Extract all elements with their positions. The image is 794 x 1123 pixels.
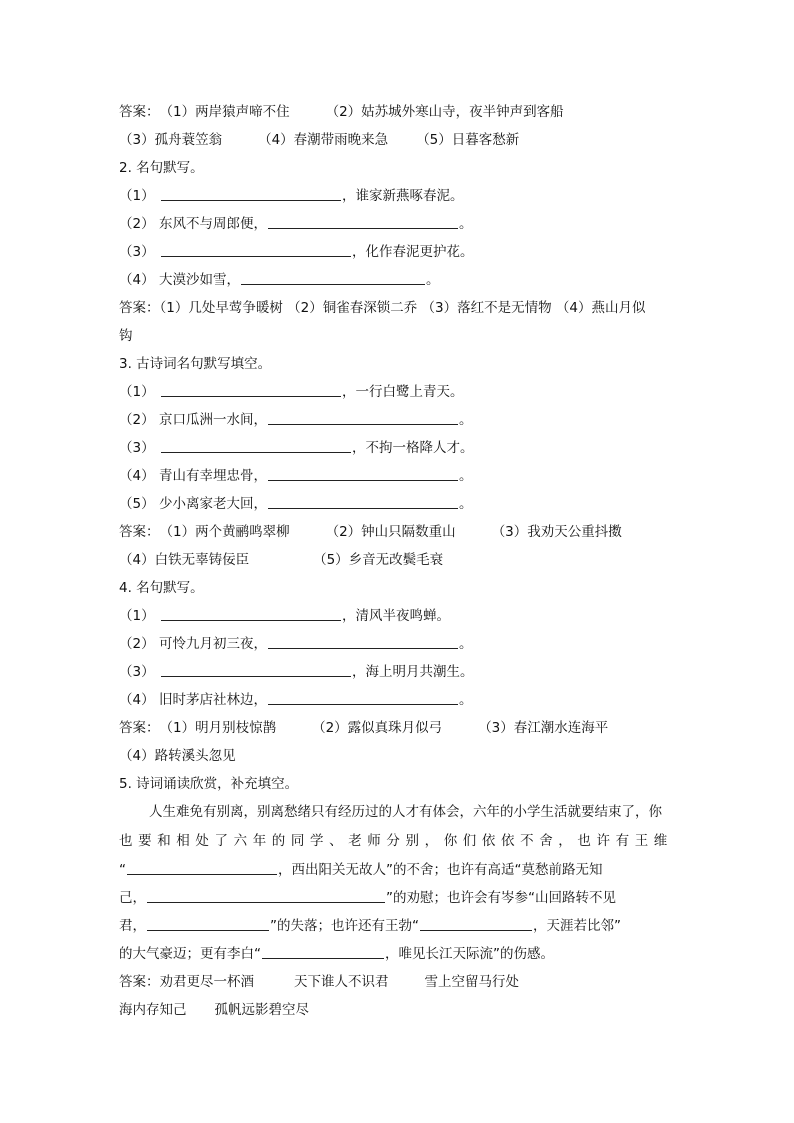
paragraph-text: ”的失落；也许还有王勃“ — [270, 918, 419, 934]
question-5-paragraph-line-4 — [119, 887, 675, 909]
question-3-item-4 — [119, 465, 675, 487]
answer-label: 答案： — [119, 974, 160, 990]
question-2-item-3 — [119, 241, 675, 263]
item-text: 可怜九月初三夜， — [159, 636, 267, 652]
question-5-paragraph-line-6 — [119, 943, 675, 965]
fill-blank[interactable] — [268, 409, 458, 425]
item-number: （3） — [119, 664, 155, 680]
question-5-title: 5. 诗词诵读欣赏，补充填空。 — [119, 776, 299, 792]
question-4-item-3 — [119, 661, 675, 683]
question-3-answer-line-2 — [119, 549, 675, 571]
fill-blank[interactable] — [161, 241, 351, 257]
answer-item: （2）露似真珠月似弓 — [312, 720, 443, 736]
question-4-item-4 — [119, 689, 675, 711]
paragraph-text: ，唯见长江天际流”的伤感。 — [385, 946, 554, 962]
paragraph-text: 人生难免有别离，别离愁绪只有经历过的人才有体会，六年的小学生活就要结束了，你 — [149, 804, 662, 820]
question-2-item-1 — [119, 185, 675, 207]
fill-blank[interactable] — [161, 185, 341, 201]
paragraph-text: “ — [119, 862, 126, 878]
item-number: （1） — [119, 384, 155, 400]
paragraph-text: 己， — [119, 890, 146, 906]
item-text: 。 — [459, 636, 473, 652]
question-2-answer-line-1: 答案：（1）几处早莺争暖树 （2）铜雀春深锁二乔 （3）落红不是无情物 （4）燕山月似 — [119, 300, 646, 316]
item-text: 旧时茅店社林边， — [159, 692, 267, 708]
paragraph-text: 的大气豪迈；更有李白“ — [119, 946, 261, 962]
question-3-item-5 — [119, 493, 675, 515]
question-5-paragraph-line-1 — [119, 801, 675, 823]
paragraph-text: 君， — [119, 918, 146, 934]
item-number: （3） — [119, 244, 155, 260]
item-text: 。 — [426, 272, 440, 288]
paragraph-text: ，天涯若比邻” — [533, 918, 621, 934]
item-text: ，谁家新燕啄春泥。 — [342, 188, 464, 204]
question-3-item-3 — [119, 437, 675, 459]
item-text: 。 — [459, 496, 473, 512]
question-3-item-2 — [119, 409, 675, 431]
fill-blank[interactable] — [262, 943, 384, 959]
question-3-answer-line-1 — [119, 521, 675, 543]
question-2-item-2 — [119, 213, 675, 235]
question-5-paragraph-line-2 — [119, 830, 675, 852]
fill-blank[interactable] — [268, 465, 458, 481]
answer-1-line-1 — [119, 101, 675, 123]
answer-item: （3）我劝天公重抖擞 — [491, 524, 622, 540]
item-text: ，海上明月共潮生。 — [352, 664, 474, 680]
question-2-title: 2. 名句默写。 — [119, 160, 204, 176]
question-4-item-1 — [119, 605, 675, 627]
answer-1-item-5: （5）日暮客愁新 — [416, 132, 520, 148]
question-4-answer-line-2 — [119, 745, 675, 767]
fill-blank[interactable] — [147, 887, 385, 903]
item-number: （4） — [119, 692, 155, 708]
answer-item: （1）两个黄鹂鸣翠柳 — [159, 524, 290, 540]
answer-1-item-2: （2）姑苏城外寒山寺，夜半钟声到客船 — [325, 104, 564, 120]
fill-blank[interactable] — [268, 633, 458, 649]
fill-blank[interactable] — [268, 689, 458, 705]
answer-item: 天下谁人不识君 — [294, 974, 389, 990]
item-text: ，清风半夜鸣蝉。 — [342, 608, 450, 624]
answer-item: 海内存知己 — [119, 1002, 187, 1018]
item-number: （4） — [119, 272, 155, 288]
fill-blank[interactable] — [161, 605, 341, 621]
question-3-title: 3. 古诗词名句默写填空。 — [119, 356, 272, 372]
item-text: 。 — [459, 216, 473, 232]
paragraph-text: ，西出阳关无故人”的不舍；也许有高适“莫愁前路无知 — [278, 862, 603, 878]
fill-blank[interactable] — [241, 269, 425, 285]
item-number: （5） — [119, 496, 155, 512]
question-4-answer-line-1 — [119, 717, 675, 739]
answer-item: （5）乡音无改鬓毛衰 — [313, 552, 444, 568]
item-number: （1） — [119, 188, 155, 204]
fill-blank[interactable] — [161, 661, 351, 677]
question-5-answer-line-2 — [119, 999, 675, 1021]
fill-blank[interactable] — [420, 915, 532, 931]
question-4-title: 4. 名句默写。 — [119, 580, 204, 596]
item-number: （2） — [119, 636, 155, 652]
answer-item: （1）明月别枝惊鹊 — [159, 720, 277, 736]
question-5-paragraph-line-5 — [119, 915, 675, 937]
answer-item: （4）白铁无辜铸佞臣 — [119, 552, 250, 568]
paragraph-text: 也要和相处了六年的同学、老师分别，你们依依不舍，也许有王维 — [119, 833, 673, 849]
fill-blank[interactable] — [268, 493, 458, 509]
item-text: 京口瓜洲一水间， — [159, 412, 267, 428]
answer-item: 孤帆远影碧空尽 — [214, 1002, 309, 1018]
fill-blank[interactable] — [268, 213, 458, 229]
item-text: 东风不与周郎便， — [159, 216, 267, 232]
answer-1-item-3: （3）孤舟蓑笠翁 — [119, 132, 223, 148]
item-text: 少小离家老大回， — [159, 496, 267, 512]
answer-item: （4）路转溪头忽见 — [119, 748, 236, 764]
answer-label: 答案： — [119, 720, 160, 736]
item-number: （2） — [119, 216, 155, 232]
fill-blank[interactable] — [147, 915, 269, 931]
question-5-paragraph-line-3 — [119, 859, 675, 881]
item-number: （1） — [119, 608, 155, 624]
answer-item: 劝君更尽一杯酒 — [159, 974, 254, 990]
answer-item: 雪上空留马行处 — [424, 974, 519, 990]
fill-blank[interactable] — [127, 859, 277, 875]
answer-1-item-1: （1）两岸猿声啼不住 — [159, 104, 290, 120]
answer-1-line-2 — [119, 129, 675, 151]
fill-blank[interactable] — [161, 437, 351, 453]
item-text: ，一行白鹭上青天。 — [342, 384, 464, 400]
answer-label: 答案： — [119, 104, 160, 120]
question-2-answer-line-2: 钩 — [119, 328, 133, 344]
fill-blank[interactable] — [161, 381, 341, 397]
answer-label: 答案： — [119, 524, 160, 540]
answer-1-item-4: （4）春潮带雨晚来急 — [258, 132, 389, 148]
item-number: （4） — [119, 468, 155, 484]
item-number: （2） — [119, 412, 155, 428]
item-text: 。 — [459, 468, 473, 484]
answer-item: （2）钟山只隔数重山 — [325, 524, 456, 540]
question-3-item-1 — [119, 381, 675, 403]
question-4-item-2 — [119, 633, 675, 655]
answer-item: （3）春江潮水连海平 — [478, 720, 609, 736]
item-number: （3） — [119, 440, 155, 456]
item-text: ，不拘一格降人才。 — [352, 440, 474, 456]
item-text: ，化作春泥更护花。 — [352, 244, 474, 260]
item-text: 大漠沙如雪， — [159, 272, 240, 288]
question-2-item-4 — [119, 269, 675, 291]
item-text: 。 — [459, 692, 473, 708]
item-text: 。 — [459, 412, 473, 428]
item-text: 青山有幸埋忠骨， — [159, 468, 267, 484]
question-5-answer-line-1 — [119, 971, 675, 993]
paragraph-text: ”的劝慰；也许会有岑参“山回路转不见 — [386, 890, 616, 906]
